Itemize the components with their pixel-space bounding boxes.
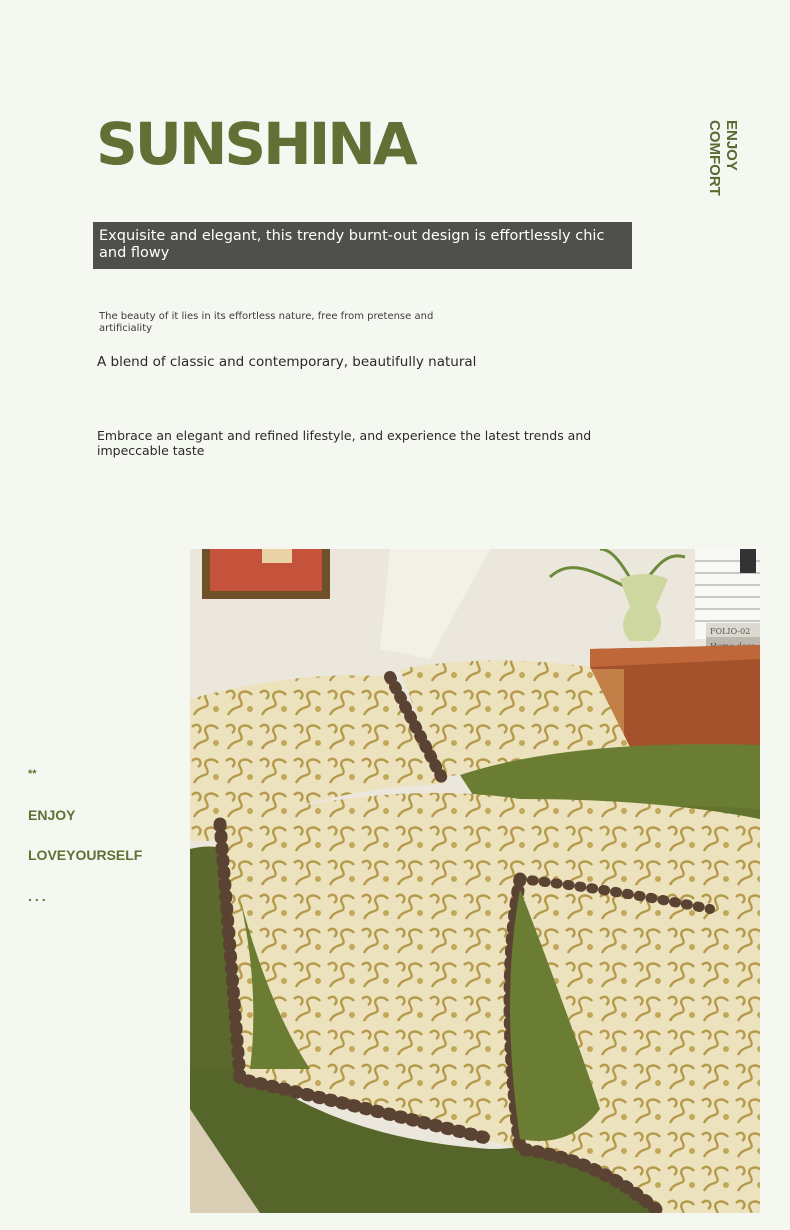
brand-title: SUNSHINA (96, 110, 415, 178)
bedding-illustration (190, 549, 760, 1213)
description-line: A blend of classic and contemporary, beautifully natural (97, 354, 477, 370)
side-dots: ... (28, 888, 49, 904)
lifestyle-line: Embrace an elegant and refined lifestyle, and experience the latest trends and impeccable taste (97, 428, 592, 458)
side-mark: ** (28, 768, 37, 780)
bedding-photo (190, 549, 760, 1213)
vertical-line-comfort: COMFORT (706, 120, 723, 196)
small-caption: The beauty of it lies in its effortless nature, free from pretense and artificiality (99, 311, 434, 334)
book-label-1: FOLIO-02 (710, 627, 751, 636)
tagline-banner: Exquisite and elegant, this trendy burnt-out design is effortlessly chic and flowy (93, 222, 632, 269)
side-loveyourself: LOVEYOURSELF (28, 847, 143, 863)
vertical-tagline (706, 120, 740, 196)
wall-frame (202, 549, 330, 599)
vertical-line-enjoy: ENJOY (723, 120, 740, 171)
side-enjoy: ENJOY (28, 807, 76, 823)
